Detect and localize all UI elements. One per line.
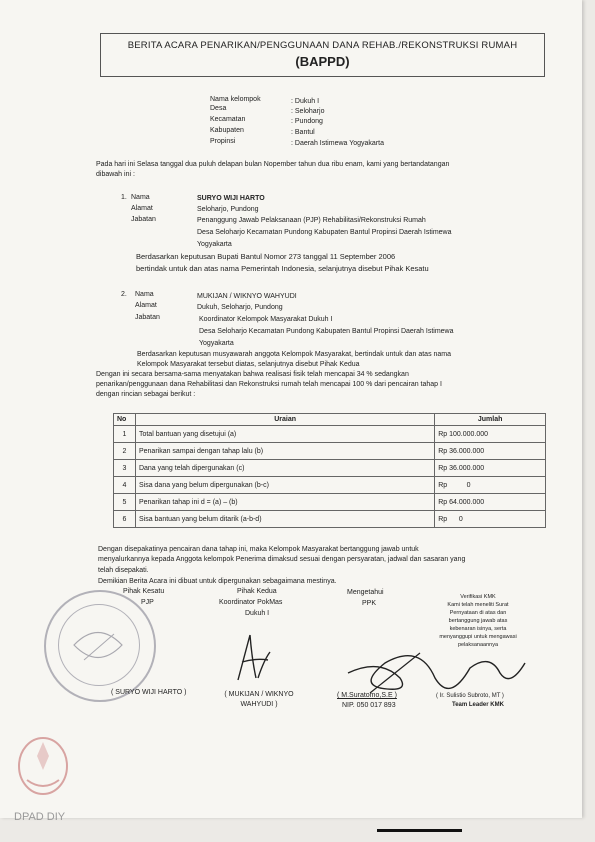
location-label: Propinsi <box>210 138 236 145</box>
location-label: Kabupaten <box>210 127 244 134</box>
row-amount: Rp 0 <box>435 477 546 494</box>
closing-line: Demikian Berita Acara ini dibuat untuk dipergunakan sebagaimana mestinya. <box>98 578 337 585</box>
party-basis: Kelompok Masyarakat tersebut diatas, selanjutnya disebut Pihak Kedua <box>137 361 360 368</box>
party-position: Yogyakarta <box>197 241 232 248</box>
party-name: MUKIJAN / WIKNYO WAHYUDI <box>197 293 297 300</box>
signature-role: Mengetahui <box>347 589 384 596</box>
party-number: 2. <box>121 291 127 298</box>
verification-line: menyanggupi untuk mengawasi <box>439 634 517 640</box>
field-label: Alamat <box>135 302 157 309</box>
location-label: Desa <box>210 105 227 112</box>
row-description: Penarikan sampai dengan tahap lalu (b) <box>135 443 434 460</box>
row-amount: Rp 36.000.000 <box>435 460 546 477</box>
party-position: Koordinator Kelompok Masyarakat Dukuh I <box>199 316 333 323</box>
signature-role: Pihak Kesatu <box>123 588 165 595</box>
table-row <box>114 426 546 443</box>
row-description: Dana yang telah dipergunakan (c) <box>135 460 434 477</box>
verification-line: Pernyataan di atas dan <box>449 610 507 616</box>
closing-line: telah disepakati. <box>98 567 149 574</box>
party-address: Dukuh, Seloharjo, Pundong <box>197 304 283 311</box>
verification-line: bertanggung jawab atas <box>448 618 508 624</box>
table-row <box>114 460 546 477</box>
column-header-description: Uraian <box>135 414 434 426</box>
signatory-name: ( MUKIJAN / WIKNYO <box>224 691 294 698</box>
party-address: Seloharjo, Pundong <box>197 206 259 213</box>
edge-mark <box>377 829 462 832</box>
closing-line: Dengan disepakatinya pencairan dana tahap ini, maka Kelompok Masyarakat bertanggung jawab untuk <box>98 546 419 553</box>
closing-line: menyalurkannya kepada Anggota kelompok Penerima dimaksud sesuai dengan persyaratan, jadwal dan sasaran yang <box>98 556 466 563</box>
row-amount: Rp 100.000.000 <box>435 426 546 443</box>
party-position: Yogyakarta <box>199 340 234 347</box>
location-label: Kecamatan <box>210 116 246 123</box>
party-number: 1. <box>121 194 127 201</box>
location-value: : Dukuh I <box>291 98 320 105</box>
signatory-role: Team Leader KMK <box>452 702 504 708</box>
signature-role: Dukuh I <box>245 610 270 617</box>
row-number: 4 <box>114 477 136 494</box>
signature-role: PPK <box>362 600 377 607</box>
signature-mark-party-two <box>228 630 278 685</box>
location-value: : Daerah Istimewa Yogyakarta <box>291 140 384 147</box>
row-description: Sisa dana yang belum dipergunakan (b-c) <box>135 477 434 494</box>
seal-emblem-icon <box>44 590 152 698</box>
party-basis: bertindak untuk dan atas nama Pemerintah Indonesia, selanjutnya disebut Pihak Kesatu <box>136 264 429 273</box>
row-amount: Rp 36.000.000 <box>435 443 546 460</box>
location-label: Nama kelompok <box>210 96 261 103</box>
row-amount: Rp 0 <box>435 511 546 528</box>
verification-line: Kami telah meneliti Surat <box>447 602 509 608</box>
row-description: Total bantuan yang disetujui (a) <box>135 426 434 443</box>
funds-table <box>113 413 546 528</box>
row-number: 6 <box>114 511 136 528</box>
row-number: 5 <box>114 494 136 511</box>
signatory-name: ( M.Suratomo,S.E ) <box>337 692 397 699</box>
row-number: 2 <box>114 443 136 460</box>
row-amount: Rp 64.000.000 <box>435 494 546 511</box>
verification-line: Verifikasi KMK <box>460 594 496 600</box>
document-header <box>100 33 545 77</box>
signatory-name: ( Ir. Sulistio Subroto, MT ) <box>436 693 504 699</box>
signatory-name: ( SURYO WIJI HARTO ) <box>111 689 187 696</box>
verification-line: kebenaran isinya, serta <box>449 626 507 632</box>
signature-role: Pihak Kedua <box>237 588 277 595</box>
statement-line: penarikan/penggunaan dana Rehabilitasi dan Rekonstruksi rumah telah mencapai 100 % dari pencairan tahap I <box>96 381 442 388</box>
table-header-row <box>114 414 546 426</box>
signature-role: PJP <box>141 599 154 606</box>
column-header-no: No <box>114 414 136 426</box>
table-row <box>114 443 546 460</box>
statement-line: dengan rincian sebagai berikut : <box>96 391 196 398</box>
location-value: : Bantul <box>291 129 315 136</box>
signatory-nip: NIP. 050 017 893 <box>342 702 396 709</box>
verification-line: pelaksanaannya <box>457 642 499 648</box>
document-code: (BAPPD) <box>295 54 350 69</box>
table-row <box>114 511 546 528</box>
signature-role: Koordinator PokMas <box>219 599 283 606</box>
table-row <box>114 477 546 494</box>
field-label: Jabatan <box>135 314 160 321</box>
party-name: SURYO WIJI HARTO <box>197 195 265 202</box>
intro-line: Pada hari ini Selasa tanggal dua puluh delapan bulan Nopember tahun dua ribu enam, kami yang bertandatangan <box>96 161 450 168</box>
row-number: 3 <box>114 460 136 477</box>
field-label: Jabatan <box>131 216 156 223</box>
official-seal <box>44 590 156 702</box>
statement-line: Dengan ini secara bersama-sama menyatakan bahwa realisasi fisik telah mencapai 34 % sedangkan <box>96 371 409 378</box>
row-description: Penarikan tahap ini d = (a) – (b) <box>135 494 434 511</box>
row-number: 1 <box>114 426 136 443</box>
party-position: Desa Seloharjo Kecamatan Pundong Kabupaten Bantul Propinsi Daerah Istimewa <box>197 229 452 236</box>
row-description: Sisa bantuan yang belum ditarik (a-b-d) <box>135 511 434 528</box>
party-position: Penanggung Jawab Pelaksanaan (PJP) Rehabilitasi/Rekonstruksi Rumah <box>197 217 426 224</box>
archive-watermark-text: DPAD DIY <box>14 811 66 823</box>
table-row <box>114 494 546 511</box>
document-title: BERITA ACARA PENARIKAN/PENGGUNAAN DANA REHAB./REKONSTRUKSI RUMAH <box>127 40 518 51</box>
party-position: Desa Seloharjo Kecamatan Pundong Kabupaten Bantul Propinsi Daerah Istimewa <box>199 328 454 335</box>
location-value: : Seloharjo <box>291 108 325 115</box>
column-header-amount: Jumlah <box>435 414 546 426</box>
intro-line: dibawah ini : <box>96 171 135 178</box>
field-label: Nama <box>135 291 154 298</box>
party-basis: Berdasarkan keputusan musyawarah anggota Kelompok Masyarakat, bertindak untuk dan atas nama <box>137 351 452 358</box>
field-label: Alamat <box>131 205 153 212</box>
party-basis: Berdasarkan keputusan Bupati Bantul Nomor 273 tanggal 11 September 2006 <box>136 252 396 261</box>
archive-emblem-icon <box>13 730 73 798</box>
field-label: Nama <box>131 194 150 201</box>
signatory-name: WAHYUDI ) <box>240 701 278 708</box>
location-value: : Pundong <box>291 118 323 125</box>
